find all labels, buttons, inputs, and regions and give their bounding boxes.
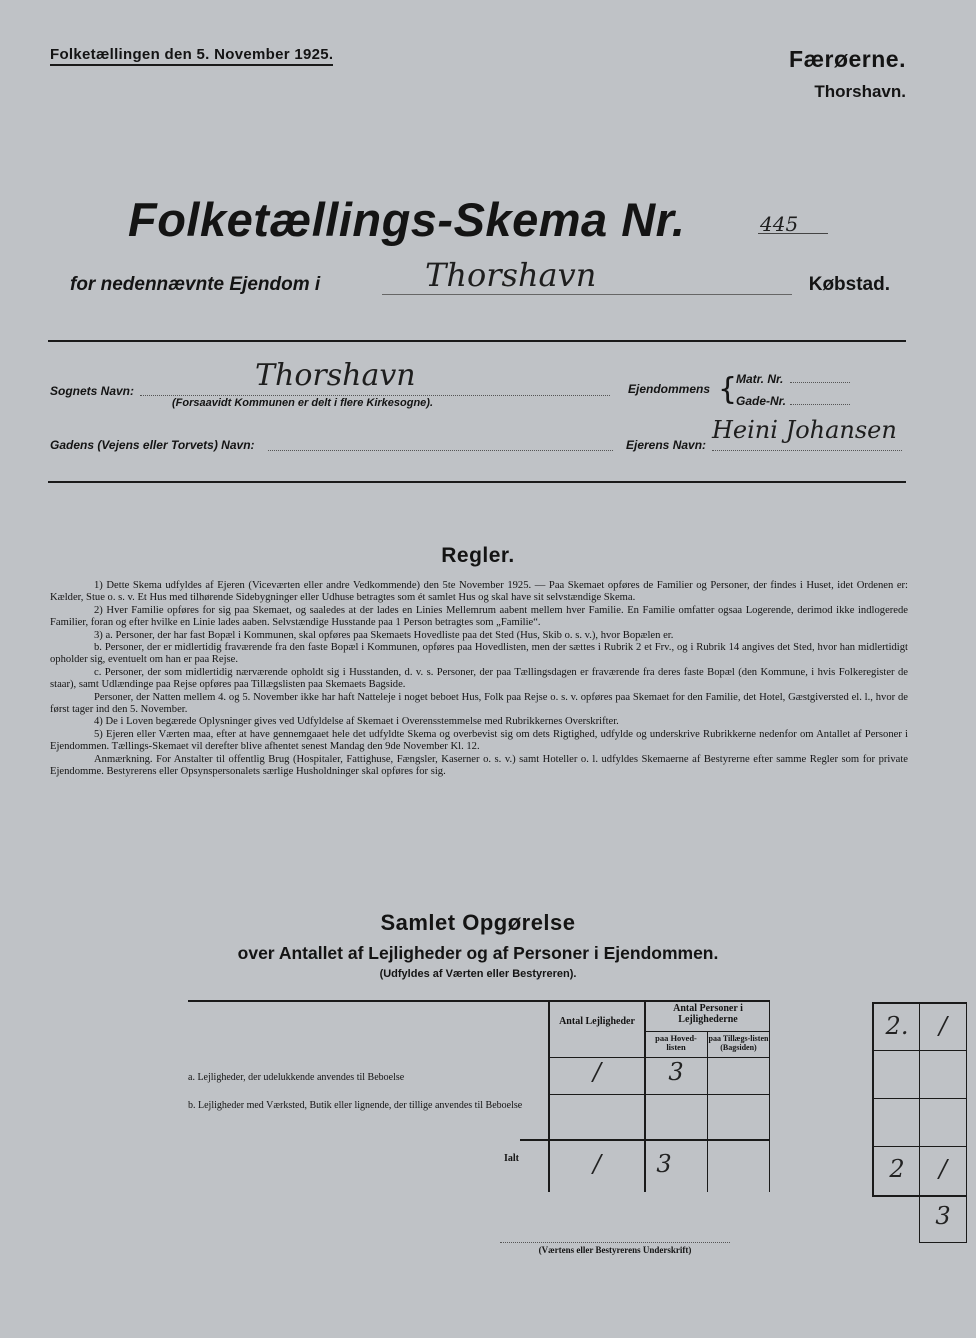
form-title: Folketællings-Skema Nr. xyxy=(128,193,686,246)
brace-icon: { xyxy=(718,372,738,407)
tally-r4c1: 2 xyxy=(889,1155,905,1183)
row-a-apartments: / xyxy=(592,1058,602,1086)
region-heading: Færøerne. xyxy=(789,46,906,72)
property-id-label: Ejendommens xyxy=(628,382,711,396)
koebstad-label: Købstad. xyxy=(808,274,890,295)
owner-value: Heini Johansen xyxy=(712,416,897,444)
tally-r5c2: 3 xyxy=(935,1202,951,1230)
row-a-persons: 3 xyxy=(668,1058,684,1086)
rule-paragraph: 1) Dette Skema udfyldes af Ejeren (Viceværten eller andre Vedkommende) den 5te November 1925. — Paa Skemaet opføres de Familier og Personer, der findes i Huset, idet Ordenen er: Kælder, Stue o. s. v. Et Hus med tilhørende Sidebygninger eller Udhuse betragtes som ét samlet Hus og skal have sit selvstændige Skema. xyxy=(50,580,908,604)
rule-paragraph: 5) Ejeren eller Værten maa, efter at have gennemgaaet hele det udfyldte Skema og overbevist sig om dets Rigtighed, udfylde og underskrive Rubrikkerne nedenfor om Antallet af Personer i Ejendommen. Tællings-Skemaet vil derefter blive afhentet senest Mandag den 9de November Kl. 12. xyxy=(50,728,908,753)
grid-line xyxy=(966,1002,967,1243)
rule-paragraph: Anmærkning. For Anstalter til offentlig Brug (Hospitaler, Fattighuse, Fængsler, Kaserner o. s. v.) samt Hoteller o. l. udfyldes Skemaerne af Bestyrerne efter samme Regler som for private Ejendomme. Bestyrerens eller Opsynspersonalets særlige Husholdninger skal opføres for sig. xyxy=(50,753,908,778)
rule-paragraph: 4) De i Loven begærede Oplysninger gives ved Udfyldelse af Skemaet i Overensstemmelse med Rubrikkernes Overskrifter. xyxy=(94,716,619,728)
rule-paragraph: Personer, der Natten mellem 4. og 5. November ikke har haft Natteleje i noget beboet Hus, Folk paa Rejse o. s. v. opføres paa Skemaet for den Familie, det Hotel, Gæstgiversted el. l., hvor de først tager ind den 5. November. xyxy=(50,691,908,716)
parish-label: Sognets Navn: xyxy=(50,384,135,398)
signature-line xyxy=(500,1242,730,1243)
col-persons-header: Antal Personer i Lejlighederne xyxy=(673,1003,743,1025)
summary-subtitle: over Antallet af Lejligheder og af Personer i Ejendommen. xyxy=(237,943,719,963)
total-persons: 3 xyxy=(656,1150,672,1178)
col-apartments-header: Antal Lejligheder xyxy=(559,1016,635,1027)
tally-r1c1: 2. xyxy=(885,1012,909,1040)
property-town: Thorshavn xyxy=(425,256,597,294)
grid-line xyxy=(919,1002,920,1243)
summary-note: (Udfyldes af Værten eller Bestyreren). xyxy=(379,968,577,980)
matr-label: Matr. Nr. xyxy=(736,372,784,386)
rule-paragraph: c. Personer, der som midlertidig nærværende opholdt sig i Husstanden, d. v. s. Personer, der paa Tællingsdagen er fraværende fra deres faste Bopæl (den Kommune, i hvis Folkeregister de staar), samt Udlændinge paa Rejse opføres paa Tillægslisten paa Skemaets Bagside. xyxy=(50,666,908,691)
property-label: for nedennævnte Ejendom i xyxy=(70,274,321,295)
summary-title: Samlet Opgørelse xyxy=(380,910,576,935)
rule-paragraph: b. Personer, der er midlertidig fraværende fra den faste Bopæl i Kommunen, opføres paa Hovedlisten, men der sættes i Rubrik 2 et Frv., og i Rubrik 14 angives det Sted, hvor han midlertidigt opholder sig, eventuelt om han er paa Rejse. xyxy=(50,642,908,666)
gade-label: Gade-Nr. xyxy=(736,394,787,408)
census-date-heading: Folketællingen den 5. November 1925. xyxy=(50,46,333,66)
owner-label: Ejerens Navn: xyxy=(626,438,707,452)
city-heading: Thorshavn. xyxy=(814,82,906,101)
row-b-label: b. Lejligheder med Værksted, Butik eller lignende, der tillige anvendes til Beboelse xyxy=(188,1100,523,1111)
tally-r1c2: / xyxy=(938,1012,948,1040)
rules-title: Regler. xyxy=(441,544,515,567)
tally-r4c2: / xyxy=(938,1155,948,1183)
row-a-label: a. Lejligheder, der udelukkende anvendes til Beboelse xyxy=(188,1072,405,1083)
grid-line xyxy=(919,1242,967,1243)
col-main-list-header: paa Hoved-listen xyxy=(655,1033,697,1052)
total-apartments: / xyxy=(592,1150,602,1178)
col-supp-list-header: paa Tillægs-listen (Bagsiden) xyxy=(708,1034,769,1052)
street-label: Gadens (Vejens eller Torvets) Navn: xyxy=(50,438,255,452)
form-number: 445 xyxy=(760,212,799,236)
parish-note: (Forsaavidt Kommunen er delt i flere Kirkesogne). xyxy=(172,397,434,409)
grid-line xyxy=(872,1002,874,1196)
rule-paragraph: 3) a. Personer, der har fast Bopæl i Kommunen, skal opføres paa Skemaets Hovedliste paa det Sted (Hus, Skib o. s. v.), hvor Bopælen er. xyxy=(94,629,674,641)
parish-value: Thorshavn xyxy=(255,358,416,393)
rule-paragraph: 2) Hver Familie opføres for sig paa Skemaet, og saaledes at der lades en Linies Mellemrum aabent mellem hver Familie. En Familie omfatter ogsaa Logerende, derimod ikke indlogerede Familier, foran og efter hvilke en Linie lades aaben. Selvstændige Husstande paa 1 Person betragtes som „Familie“. xyxy=(50,604,908,629)
signature-label: (Værtens eller Bestyrerens Underskrift) xyxy=(538,1245,692,1255)
total-label: Ialt xyxy=(504,1153,519,1164)
